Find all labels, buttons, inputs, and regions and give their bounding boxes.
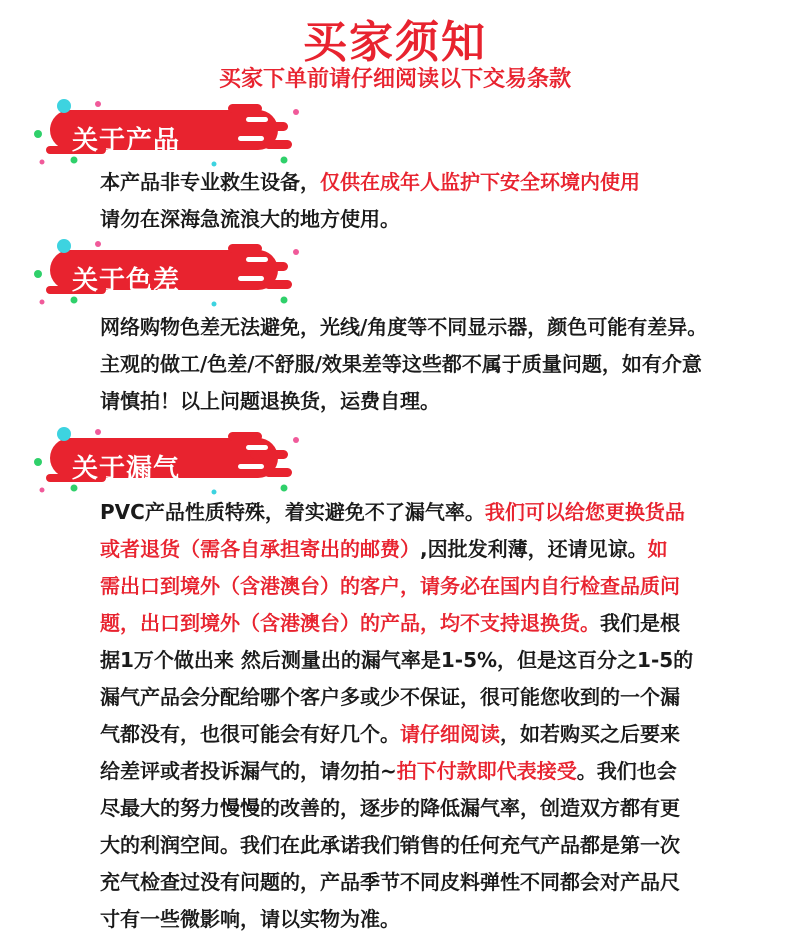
body-text: 充气检查过没有问题的，产品季节不同皮料弹性不同都会对产品尺 xyxy=(100,870,680,894)
highlight-text: 仅供在成年人监护下安全环境内使用 xyxy=(320,170,640,194)
section-paragraph-color xyxy=(100,309,760,420)
paragraph-line xyxy=(100,827,760,864)
body-text: ，如若购买之后要来 xyxy=(500,722,680,746)
section-heading: 关于产品 xyxy=(72,126,181,156)
body-text: 本产品非专业救生设备， xyxy=(100,170,320,194)
body-text: ,因批发利薄，还请见谅。 xyxy=(420,537,648,561)
page-subtitle: 买家下单前请仔细阅读以下交易条款 xyxy=(218,67,571,92)
body-text: 给差评或者投诉漏气的，请勿拍~ xyxy=(100,759,397,783)
paragraph-line xyxy=(100,201,760,238)
highlight-text: 或者退货（需各自承担寄出的邮费） xyxy=(100,537,420,561)
highlight-text: 题，出口到境外（含港澳台）的产品，均不支持退换货。 xyxy=(100,611,600,635)
section-banner-color xyxy=(28,240,308,312)
body-text: 据1万个做出来 然后测量出的漏气率是1-5%，但是这百分之1-5的 xyxy=(100,648,694,672)
section-banner-leak xyxy=(28,428,308,500)
section-paragraph-product xyxy=(100,164,760,238)
highlight-text: 我们可以给您更换货品 xyxy=(484,500,685,524)
body-text: 尽最大的努力慢慢的改善的，逐步的降低漏气率，创造双方都有更 xyxy=(100,796,680,820)
highlight-text: 请仔细阅读 xyxy=(400,722,500,746)
body-text: PVC产品性质特殊，着实避免不了漏气率。 xyxy=(100,500,485,524)
paragraph-line xyxy=(100,309,760,346)
highlight-text: 拍下付款即代表接受 xyxy=(396,759,577,783)
paragraph-line xyxy=(100,346,760,383)
body-text: 。我们也会 xyxy=(576,759,677,783)
paragraph-line xyxy=(100,383,760,420)
paragraph-line xyxy=(100,901,760,938)
paragraph-line xyxy=(100,531,760,568)
section-heading: 关于色差 xyxy=(72,266,181,296)
paragraph-line xyxy=(100,790,760,827)
body-text: 寸有一些微影响，请以实物为准。 xyxy=(100,907,400,931)
paragraph-line xyxy=(100,679,760,716)
body-text: 漏气产品会分配给哪个客户多或少不保证，很可能您收到的一个漏 xyxy=(100,685,680,709)
body-text: 我们是根 xyxy=(600,611,680,635)
highlight-text: 需出口到境外（含港澳台）的客户，请务必在国内自行检查品质问 xyxy=(100,574,680,598)
paragraph-line xyxy=(100,605,760,642)
paragraph-line xyxy=(100,716,760,753)
page-title: 买家须知 xyxy=(303,17,487,68)
section-paragraph-leak xyxy=(100,494,760,938)
section-banner-product xyxy=(28,100,308,172)
paragraph-line xyxy=(100,164,760,201)
body-text: 请慎拍！以上问题退换货，运费自理。 xyxy=(100,389,440,413)
paragraph-line xyxy=(100,642,760,679)
paragraph-line xyxy=(100,568,760,605)
body-text: 网络购物色差无法避免，光线/角度等不同显示器，颜色可能有差异。 xyxy=(100,315,708,339)
body-text: 气都没有，也很可能会有好几个。 xyxy=(100,722,400,746)
paragraph-line xyxy=(100,864,760,901)
paragraph-line xyxy=(100,753,760,790)
body-text: 大的利润空间。我们在此承诺我们销售的任何充气产品都是第一次 xyxy=(100,833,680,857)
paragraph-line xyxy=(100,494,760,531)
highlight-text: 如 xyxy=(647,537,668,561)
body-text: 请勿在深海急流浪大的地方使用。 xyxy=(100,207,400,231)
section-heading: 关于漏气 xyxy=(72,454,181,484)
body-text: 主观的做工/色差/不舒服/效果差等这些都不属于质量问题，如有介意 xyxy=(100,352,702,376)
